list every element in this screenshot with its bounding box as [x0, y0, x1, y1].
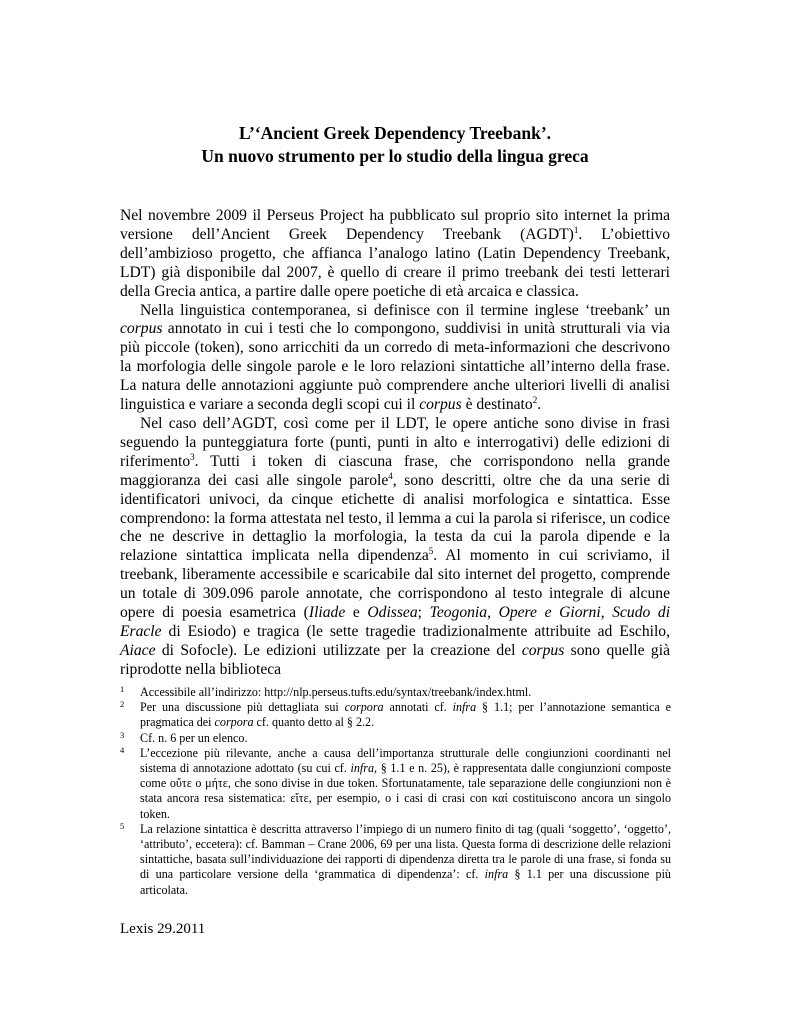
- title-line-2: Un nuovo strumento per lo studio della lingua greca: [201, 146, 589, 166]
- text-run: annotato in cui i testi che lo compongono, suddivisi in unità strutturali via via più piccole (token), sono arricchiti da un corredo di meta-informazioni che descrivono la morfologia delle singole parole e le loro relazioni sintattiche all’interno della frase. La natura delle annotazioni aggiunte può comprendere anche ulteriori livelli di analisi linguistica e variare a seconda degli scopi cui il: [120, 320, 670, 414]
- article-body: [120, 207, 670, 680]
- footnote-5: [120, 822, 671, 898]
- footnote-text: [140, 700, 671, 730]
- footnote-number: 3: [120, 729, 125, 740]
- italic-title: Iliade: [308, 604, 346, 622]
- footnote-text: [140, 731, 671, 746]
- text-run: . Al momento in cui scriviamo, il treebank, liberamente accessibile e scaricabile dal sito internet del progetto, comprende un totale di 309.096 parole annotate, che corrispondono al testo integrale di alcune opere di poesia esametrica (: [120, 547, 670, 622]
- text-run: .: [537, 396, 542, 414]
- text-run: ,: [487, 604, 499, 622]
- text-run: ;: [417, 604, 430, 622]
- text-run: di Sofocle). Le edizioni utilizzate per la creazione del: [155, 641, 522, 659]
- text-run: § 1.1; per l’annotazione semantica e pragmatica dei: [140, 700, 672, 730]
- footnote-text: [140, 822, 671, 898]
- paragraph-2: [120, 302, 670, 415]
- text-run: sono quelle già riprodotte nella biblioteca: [120, 641, 670, 678]
- footnote-ref-2: 2: [532, 395, 538, 406]
- italic-term: corpus: [521, 641, 565, 659]
- footnote-number: 5: [120, 820, 125, 831]
- text-run: Accessibile all’indirizzo: http://nlp.perseus.tufts.edu/syntax/treebank/index.html.: [140, 685, 532, 699]
- text-run: , § 1.1 e n. 25), è rappresentata dalle congiunzioni composte come οὔτε o μήτε, che sono divise in due token. Sfortunatamente, tale separazione delle congiunzioni non è stata ancora resa sistematica: εἴτε, per esempio, o i casi di crasi con καί costituiscono ancora un singolo token.: [140, 761, 671, 821]
- footnote-text: [140, 685, 671, 700]
- italic-term: infra: [484, 867, 509, 882]
- footnote-2: [120, 700, 671, 730]
- text-run: La relazione sintattica è descritta attraverso l’impiego di un numero finito di tag (quali ‘soggetto’, ‘oggetto’, ‘attributo’, eccetera): cf. Bamman – Crane 2006, 69 per una lista. Questa forma di descrizione delle relazioni sintattiche, basata sull’individuazione dei rapporti di dipendenza diretta tra le parole di una frase, si fonda su di una particolare versione della ‘grammatica di dipendenza’: cf.: [140, 821, 671, 882]
- text-run: , sono descritti, oltre che da una serie di identificatori univoci, da cinque etichette di analisi morfologica e sintattica. Esse comprendono: la forma attestata nel testo, il lemma a cui la parola si riferisce, un codice che ne descrive in dettaglio la morfologia, la testa da cui la parola dipende e la relazione sintattica implicata nella dipendenza: [120, 471, 670, 565]
- text-run: Nella linguistica contemporanea, si definisce con il termine inglese ‘treebank’ un: [140, 301, 670, 319]
- italic-title: Scudo di Eracle: [120, 604, 671, 640]
- paragraph-1: [120, 207, 670, 302]
- text-run: annotati cf.: [383, 700, 453, 715]
- italic-title: Aiace: [120, 641, 156, 659]
- text-run: è destinato: [461, 396, 533, 414]
- italic-title: Teogonia: [429, 604, 488, 622]
- text-run: L’eccezione più rilevante, anche a causa dell’importanza strutturale delle congiunzioni coordinanti nel sistema di annotazione adottato (su cui cf.: [140, 745, 671, 776]
- footnote-text: [140, 746, 671, 822]
- italic-term: corpora: [214, 715, 254, 730]
- footnote-ref-4: 4: [388, 470, 393, 481]
- italic-term: corpora: [344, 700, 384, 715]
- text-run: Nel caso dell’AGDT, così come per il LDT, le opere antiche sono divise in frasi seguendo la punteggiatura forte (punti, punti in alto e interrogativi) delle edizioni di riferimento: [120, 414, 670, 470]
- footnotes: [120, 685, 671, 898]
- italic-term: corpus: [120, 320, 163, 338]
- title-line-1: L’‘Ancient Greek Dependency Treebank’.: [238, 123, 552, 143]
- footnote-4: [120, 746, 671, 822]
- text-run: ,: [600, 604, 613, 622]
- text-run: Cf. n. 6 per un elenco.: [140, 730, 248, 745]
- italic-title: Opere e Giorni: [498, 604, 601, 622]
- text-run: e: [345, 604, 368, 622]
- paragraph-3: [120, 415, 670, 680]
- footnote-1: [120, 685, 671, 700]
- journal-footer: Lexis 29.2011: [120, 921, 206, 937]
- footnote-ref-5: 5: [428, 546, 434, 557]
- footnote-3: [120, 731, 671, 746]
- italic-term: corpus: [419, 396, 462, 414]
- text-run: § 1.1 per una discussione più articolata.: [140, 867, 671, 897]
- footnote-ref-1: 1: [573, 224, 579, 235]
- italic-term: infra: [350, 761, 375, 776]
- text-run: Per una discussione più dettagliata sui: [140, 700, 345, 715]
- footnote-number: 1: [120, 684, 125, 694]
- italic-term: infra: [452, 700, 477, 715]
- text-run: cf. quanto detto al § 2.2.: [253, 715, 375, 730]
- italic-title: Odissea: [367, 604, 418, 622]
- footnote-number: 4: [120, 744, 125, 755]
- text-run: . Tutti i token di ciascuna frase, che corrispondono nella grande maggioranza dei casi alle singole parole: [120, 452, 670, 489]
- footnote-number: 2: [120, 699, 125, 710]
- text-run: . L’obiettivo dell’ambizioso progetto, che affianca l’analogo latino (Latin Dependency Treebank, LDT) già disponibile dal 2007, è quello di creare il primo treebank dei testi letterari della Grecia antica, a partire dalle opere poetiche di età arcaica e classica.: [120, 225, 670, 300]
- article-title: [120, 122, 670, 168]
- text-run: Nel novembre 2009 il Perseus Project ha pubblicato sul proprio sito internet la prima versione dell’Ancient Greek Dependency Treebank (AGDT): [120, 207, 670, 243]
- text-run: di Esiodo) e tragica (le sette tragedie tradizionalmente attribuite ad Eschilo,: [161, 622, 670, 640]
- footnote-ref-3: 3: [190, 451, 195, 462]
